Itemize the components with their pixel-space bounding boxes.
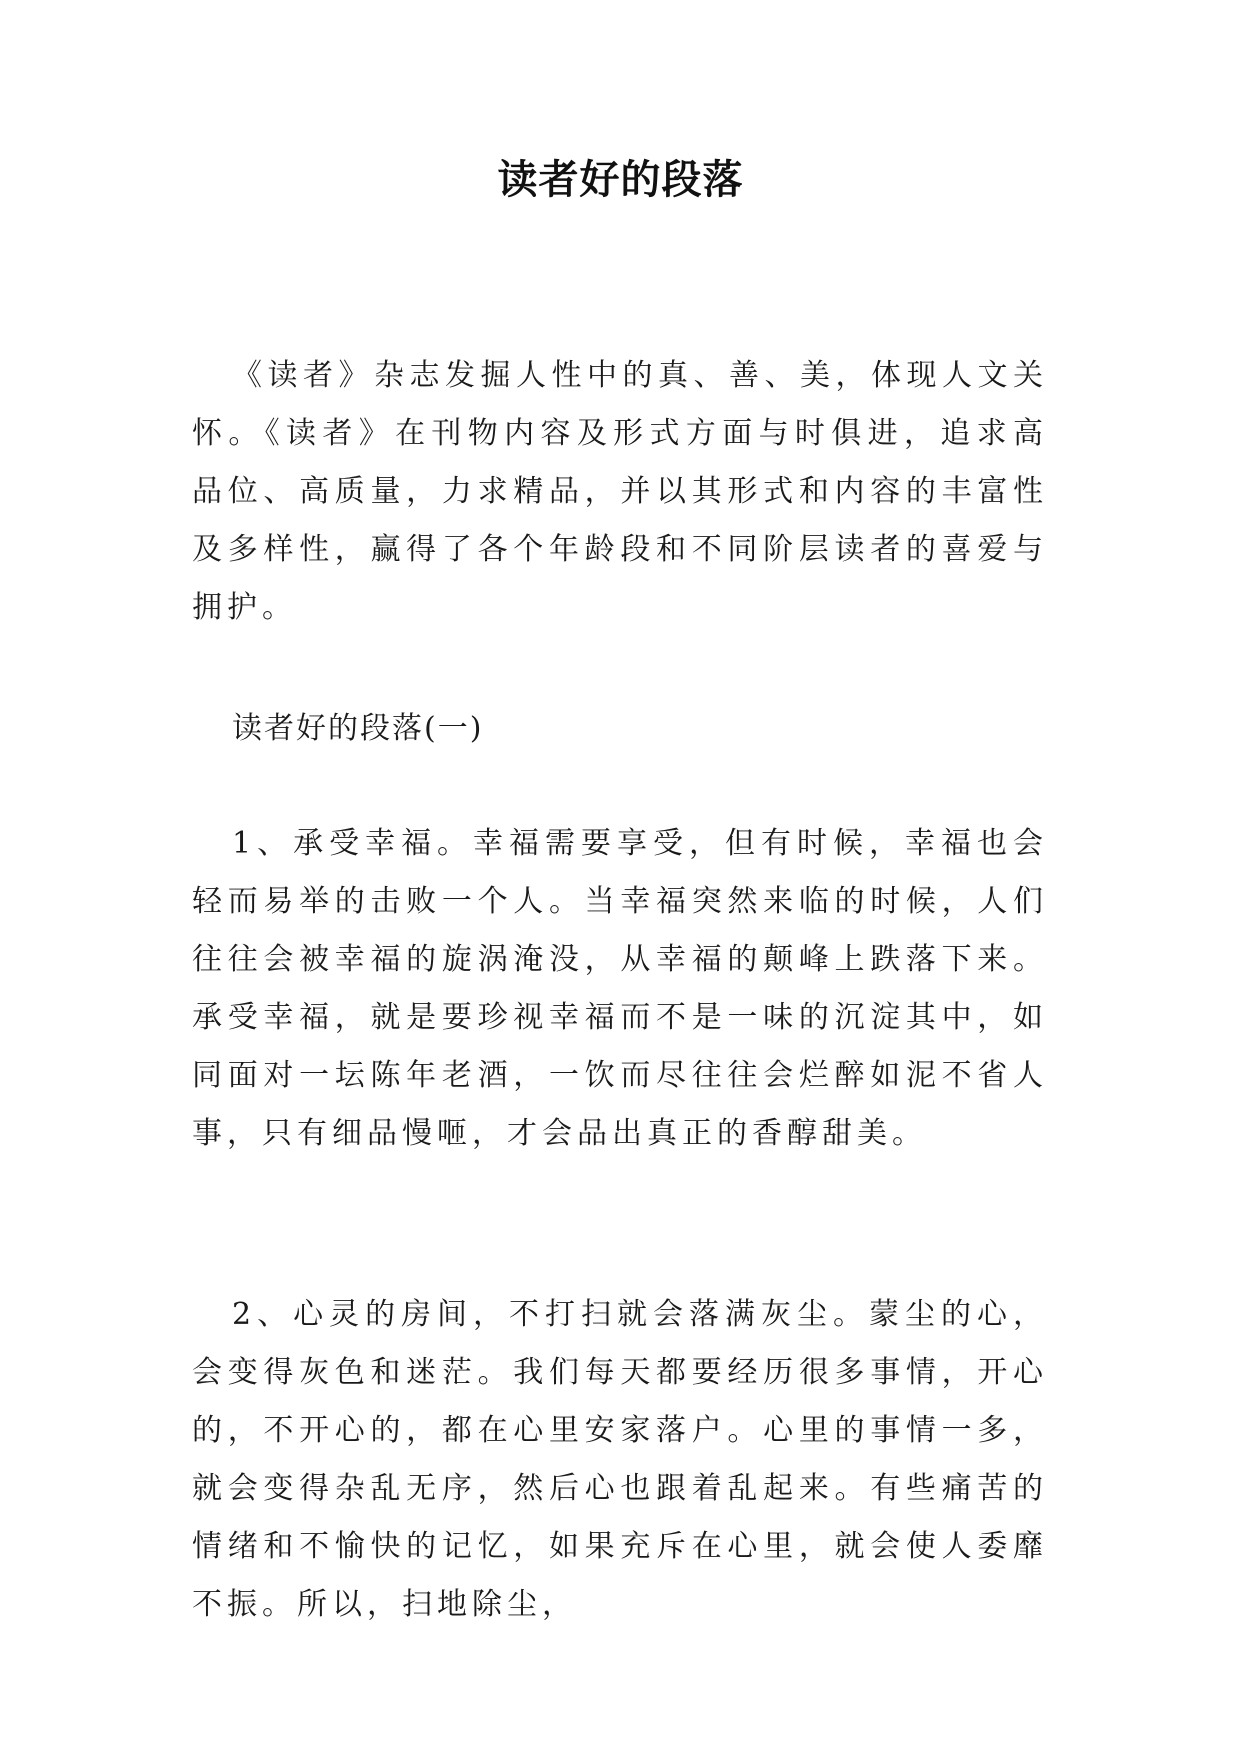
- paragraph-2: 2、心灵的房间，不打扫就会落满灰尘。蒙尘的心，会变得灰色和迷茫。我们每天都要经历很多事情，开心的，不开心的，都在心里安家落户。心里的事情一多，就会变得杂乱无序，然后心也跟着乱起来。有些痛苦的情绪和不愉快的记忆，如果充斥在心里，就会使人委靡不振。所以，扫地除尘，: [192, 1297, 1048, 1622]
- section-heading: 读者好的段落(一): [232, 711, 484, 746]
- paragraph-1: 1、承受幸福。幸福需要享受，但有时候，幸福也会轻而易举的击败一个人。当幸福突然来临的时候，人们往往会被幸福的旋涡淹没，从幸福的颠峰上跌落下来。承受幸福，就是要珍视幸福而不是一味的沉淀其中，如同面对一坛陈年老酒，一饮而尽往往会烂醉如泥不省人事，只有细品慢咂，才会品出真正的香醇甜美。: [192, 826, 1048, 1151]
- intro-paragraph: 《读者》杂志发掘人性中的真、善、美，体现人文关怀。《读者》在刊物内容及形式方面与时俱进，追求高品位、高质量，力求精品，并以其形式和内容的丰富性及多样性，赢得了各个年龄段和不同阶层读者的喜爱与拥护。: [192, 358, 1048, 625]
- document-title: 读者好的段落: [497, 157, 744, 203]
